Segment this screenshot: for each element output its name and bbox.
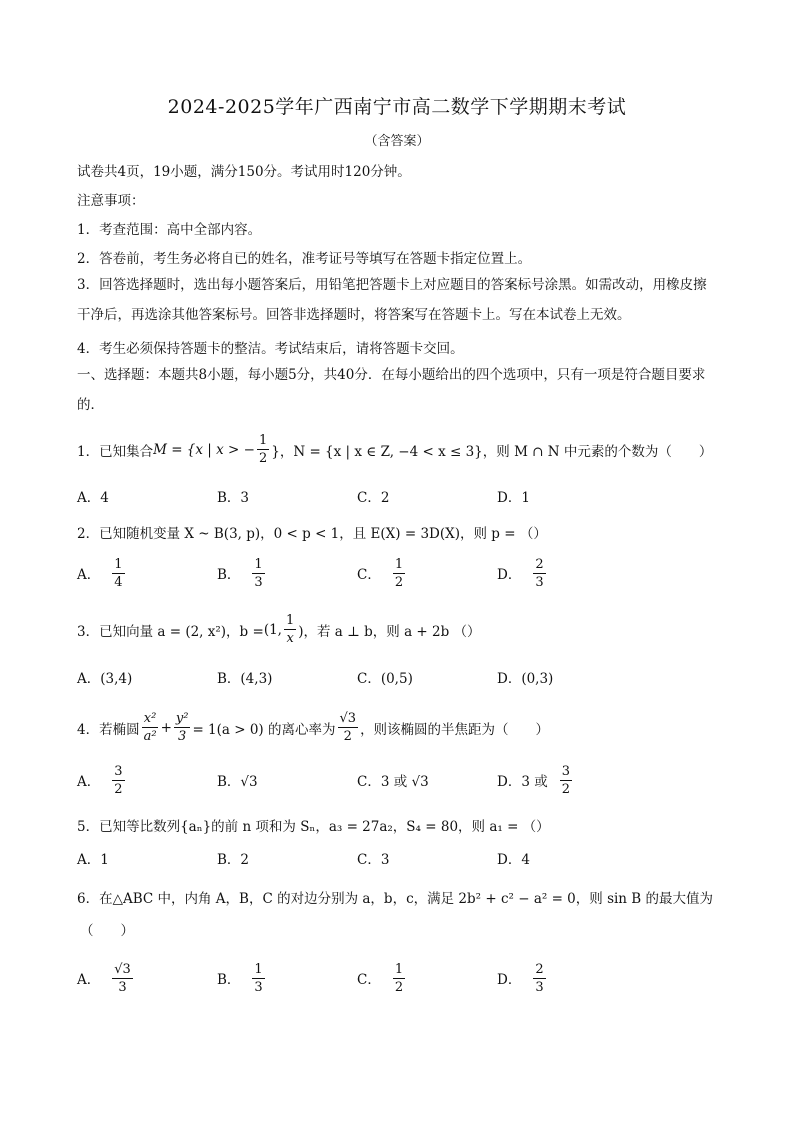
fraction-denominator: 3 [535, 574, 544, 590]
question-5: 5．已知等比数列{aₙ}的前 n 项和为 Sₙ，a₃ = 27a₂，S₄ = 80，则 a₁ = （） [77, 819, 550, 835]
notice-item: 3．回答选择题时，选出每小题答案后，用铅笔把答题卡上对应题目的答案标号涂黑。如需改动，用橡皮擦干净后，再选涂其他答案标号。回答非选择题时，将答案写在答题卡上。写在本试卷上无效。 [77, 277, 707, 323]
option-label: A． [77, 567, 101, 583]
fraction-denominator: a² [143, 729, 157, 744]
fraction-numerator: √3 [114, 961, 131, 977]
question-text: = 1(a > 0) 的离心率为 [192, 721, 336, 738]
plus-sign: + [160, 719, 172, 736]
options-row [77, 474, 717, 518]
options-row [77, 956, 717, 1000]
fraction [393, 556, 405, 591]
options-row [77, 758, 717, 802]
notice-item: 4．考生必须保持答题卡的整洁。考试结束后，请将答题卡交回。 [77, 341, 464, 357]
fraction-numerator: 2 [535, 556, 544, 572]
fraction-denominator: 4 [114, 574, 123, 590]
fraction-denominator: 2 [394, 574, 404, 590]
question-3 [77, 612, 481, 647]
fraction-denominator: 2 [258, 451, 268, 466]
option-label: B． [217, 567, 241, 583]
option-label: D． [497, 567, 522, 583]
options-row [77, 836, 717, 880]
question-text: 3．已知向量 a = (2, x²)，b = [77, 623, 264, 640]
option-c[interactable]: C．(0,5) [357, 671, 413, 687]
fraction [338, 710, 359, 745]
math-expression: M = {x | x > − [153, 441, 255, 458]
question-text: )，若 a ⊥ b，则 a + 2b （） [298, 623, 481, 640]
question-4 [77, 710, 549, 745]
question-text: }，N = {x | x ∈ Z, −4 < x ≤ 3}，则 M ∩ N 中元素的个数为（ ） [271, 443, 713, 460]
notice-item: 1．考查范围：高中全部内容。 [77, 222, 262, 238]
fraction [533, 556, 545, 591]
fraction-denominator: 3 [254, 979, 263, 995]
option-label: B． [217, 972, 241, 988]
fraction-numerator: 2 [535, 961, 544, 977]
question-6: 6．在△ABC 中，内角 A，B，C 的对边分别为 a，b，c，满足 2b² + c² − a² = 0，则 sin B 的最大值为 [77, 891, 714, 907]
fraction [284, 612, 296, 647]
option-d[interactable] [497, 758, 574, 802]
option-b[interactable] [217, 551, 267, 595]
fraction-denominator: 3 [535, 979, 544, 995]
option-b[interactable]: B．√3 [217, 774, 258, 790]
fraction [257, 432, 269, 467]
option-b[interactable]: B．(4,3) [217, 671, 273, 687]
option-a[interactable]: A．4 [77, 490, 109, 506]
option-label: D． [497, 972, 522, 988]
fraction-denominator: 2 [561, 781, 570, 797]
fraction [174, 710, 191, 745]
option-a[interactable] [77, 956, 135, 1000]
options-row [77, 655, 717, 699]
fraction-numerator: 1 [394, 556, 404, 572]
fraction-denominator: 2 [114, 781, 123, 797]
fraction-denominator: 3 [118, 979, 127, 995]
options-row [77, 551, 717, 595]
question-2: 2．已知随机变量 X ~ B(3, p)，0 < p < 1，且 E(X) = 3D(X)，则 p = （） [77, 526, 547, 542]
option-c[interactable]: C．2 [357, 490, 390, 506]
fraction-denominator: x [286, 631, 294, 646]
notice-heading: 注意事项： [77, 193, 145, 209]
fraction-numerator: x² [143, 711, 157, 726]
fraction-numerator: 3 [114, 763, 123, 779]
option-a[interactable] [77, 758, 127, 802]
option-label: A． [77, 774, 101, 790]
option-b[interactable]: B．3 [217, 490, 250, 506]
notice-item: 2．答卷前，考生务必将自已的姓名，准考证号等填写在答题卡指定位置上。 [77, 251, 532, 267]
option-label: D．3 或 [497, 774, 548, 790]
question-text: 4．若椭圆 [77, 721, 140, 738]
option-b[interactable] [217, 956, 267, 1000]
fraction [533, 961, 545, 996]
fraction-numerator: √3 [339, 711, 357, 726]
page-subtitle: （含答案） [364, 134, 430, 149]
fraction [560, 763, 572, 798]
option-d[interactable]: D．4 [497, 852, 530, 868]
fraction [112, 961, 133, 996]
fraction-numerator: 1 [285, 613, 295, 628]
fraction-numerator: 1 [394, 961, 404, 977]
option-a[interactable]: A．1 [77, 852, 109, 868]
option-c[interactable]: C．3 或 √3 [357, 774, 429, 790]
option-d[interactable] [497, 551, 548, 595]
option-a[interactable]: A．(3,4) [77, 671, 133, 687]
fraction [252, 556, 264, 591]
option-d[interactable]: D．(0,3) [497, 671, 554, 687]
option-label: C． [357, 567, 381, 583]
section-heading: 一、选择题：本题共8小题，每小题5分，共40分．在每小题给出的四个选项中，只有一项是符合题目要求的． [77, 367, 706, 413]
option-d[interactable] [497, 956, 548, 1000]
option-c[interactable] [357, 956, 407, 1000]
fraction [112, 556, 124, 591]
answer-parentheses: （ ） [80, 923, 134, 939]
exam-info: 试卷共4页，19小题，满分150分。考试用时120分钟。 [77, 164, 411, 180]
fraction [252, 961, 264, 996]
option-a[interactable] [77, 551, 127, 595]
fraction-denominator: 3 [178, 729, 187, 744]
option-label: A． [77, 972, 101, 988]
fraction [393, 961, 405, 996]
option-b[interactable]: B．2 [217, 852, 250, 868]
fraction-denominator: 2 [394, 979, 404, 995]
page-title: 2024-2025学年广西南宁市高二数学下学期期末考试 [167, 96, 627, 118]
fraction-denominator: 2 [343, 729, 352, 744]
fraction-denominator: 3 [254, 574, 263, 590]
question-text: ，则该椭圆的半焦距为（ ） [360, 721, 550, 738]
question-text: 1．已知集合 [77, 443, 154, 460]
fraction [112, 763, 124, 798]
math-expression: (1, [263, 621, 282, 638]
option-label: C． [357, 972, 381, 988]
fraction [142, 710, 159, 745]
fraction-numerator: 3 [561, 763, 570, 779]
question-1 [77, 432, 712, 467]
fraction-numerator: 1 [114, 556, 123, 572]
fraction-numerator: 1 [254, 961, 263, 977]
option-c[interactable] [357, 551, 407, 595]
option-d[interactable]: D．1 [497, 490, 530, 506]
fraction-numerator: y² [175, 711, 189, 726]
option-c[interactable]: C．3 [357, 852, 390, 868]
fraction-numerator: 1 [258, 433, 268, 448]
fraction-numerator: 1 [254, 556, 263, 572]
